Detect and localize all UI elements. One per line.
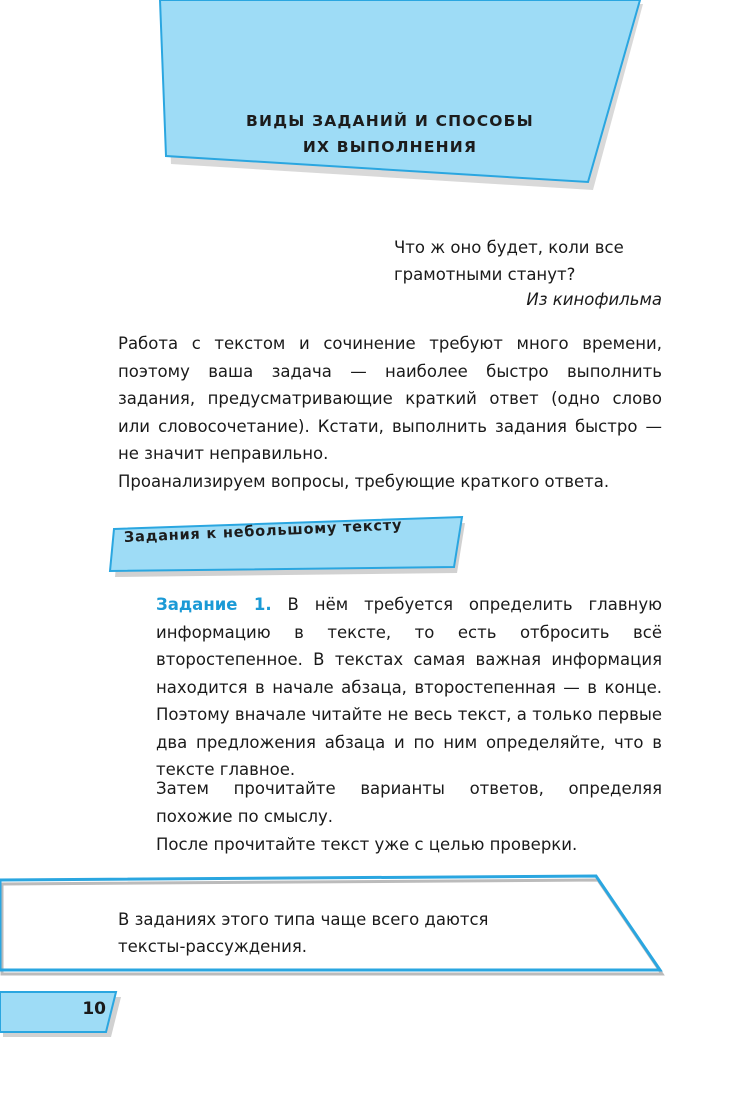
- note-line2: тексты-рассуждения.: [118, 937, 307, 956]
- task1-text: В нём требуется определить главную информацию в тексте, то есть отбросить всё второстепенное. В текстах самая важная информация находится в начале абзаца, второстепенная — в конце. Поэтому вначале читайте не весь текст, а только первые два предложения абзаца и по ним определяйте, что в тексте главное.: [156, 595, 662, 779]
- epigraph-source: Из кинофильма: [526, 290, 662, 309]
- intro-paragraph-2: Проанализируем вопросы, требующие краткого ответа.: [118, 472, 610, 491]
- note-text: [118, 906, 578, 960]
- epigraph-line2: грамотными станут?: [394, 265, 576, 284]
- epigraph: [394, 234, 694, 288]
- task1-paragraph: [156, 591, 662, 784]
- task1-paragraph-3: После прочитайте текст уже с целью проверки.: [156, 835, 578, 854]
- page-number: 10: [82, 999, 106, 1019]
- header-banner: [0, 0, 739, 200]
- task1-title: Задание 1.: [156, 595, 272, 614]
- intro-paragraph-1: Работа с текстом и сочинение требуют много времени, поэтому ваша задача — наиболее быстро выполнить задания, предусматривающие краткий ответ (одно слово или словосочетание). Кстати, выполнить задания быстро — не значит неправильно.: [118, 334, 662, 463]
- note-line1: В заданиях этого типа чаще всего даются: [118, 910, 489, 929]
- epigraph-line1: Что ж оно будет, коли все: [394, 238, 624, 257]
- page-title: [180, 108, 600, 160]
- page-title-line1: ВИДЫ ЗАДАНИЙ И СПОСОБЫ: [246, 112, 534, 130]
- section-label: Задания к небольшому тексту: [123, 517, 403, 546]
- task1-paragraph-2: Затем прочитайте варианты ответов, определяя похожие по смыслу.: [156, 779, 662, 826]
- page-title-line2: ИХ ВЫПОЛНЕНИЯ: [302, 138, 478, 156]
